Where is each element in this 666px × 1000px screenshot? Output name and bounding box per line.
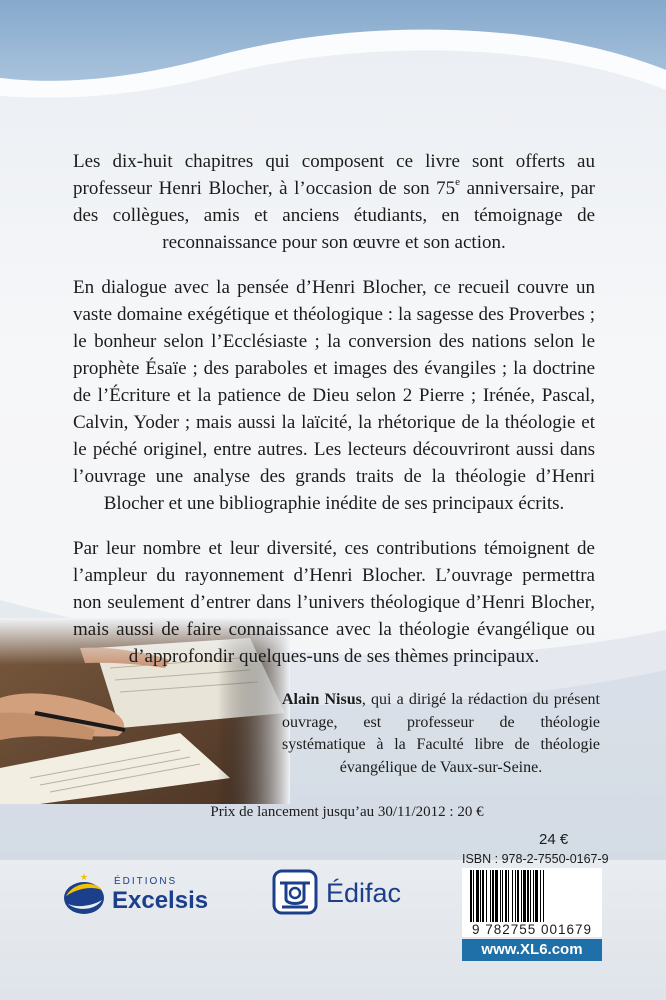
website-badge[interactable]: www.XL6.com [462,939,602,961]
launch-price-note: Prix de lancement jusqu’au 30/11/2012 : 20 € [210,804,484,820]
author-description: , qui a dirigé la rédaction du présent ouvrage, est professeur de théologie systématique à la Faculté libre de théologie évangélique de Vaux-sur-Seine. [282,691,600,776]
paragraph-purpose: Par leur nombre et leur diversité, ces contributions témoignent de l’ampleur du rayonnement d’Henri Blocher. L’ouvrage permettra non seulement d’entrer dans l’univers théologique d’Henri Blocher, mais aussi de faire connaissance avec la théologie évangélique ou d’approfondir quelques-uns de ses thèmes principaux. [73,538,595,667]
excelsis-logo [62,868,222,920]
excelsis-editions-label: ÉDITIONS [114,876,178,887]
paragraph-dedication: Les dix-huit chapitres qui composent ce livre sont offerts au professeur Henri Blocher, à l’occasion de son 75e anniversaire, par des collègues, amis et anciens étudiants, en témoignage de reconnaissance pour son œuvre et son action. [73,151,595,253]
edifac-logo [272,869,442,915]
author-bio [282,689,600,779]
author-name: Alain Nisus [282,691,362,708]
isbn-number: ISBN : 978-2-7550-0167-9 [462,852,609,866]
top-wave-decoration [0,0,666,150]
edifac-name: Édifac [326,878,402,908]
barcode-digits: 9 782755 001679 [462,922,602,937]
svg-text:★: ★ [79,873,89,883]
retail-price: 24 € [539,831,569,848]
back-cover-text [73,148,595,688]
barcode [462,868,602,922]
paragraph-contents: En dialogue avec la pensée d’Henri Blocher, ce recueil couvre un vaste domaine exégétique et théologique : la sagesse des Proverbes ; le bonheur selon l’Ecclésiaste ; la conversion des nations selon le prophète Ésaïe ; des paraboles et images des évangiles ; la doctrine de l’Écriture et la patience de Dieu selon 2 Pierre ; Irénée, Pascal, Calvin, Yoder ; mais aussi la laïcité, la rhétorique de la théologie et le péché originel, entre autres. Les lecteurs découvriront aussi dans l’ouvrage une analyse des grands traits de la théologie d’Henri Blocher et une bibliographie inédite de ses principaux écrits. [73,277,595,514]
excelsis-name: Excelsis [112,887,209,914]
